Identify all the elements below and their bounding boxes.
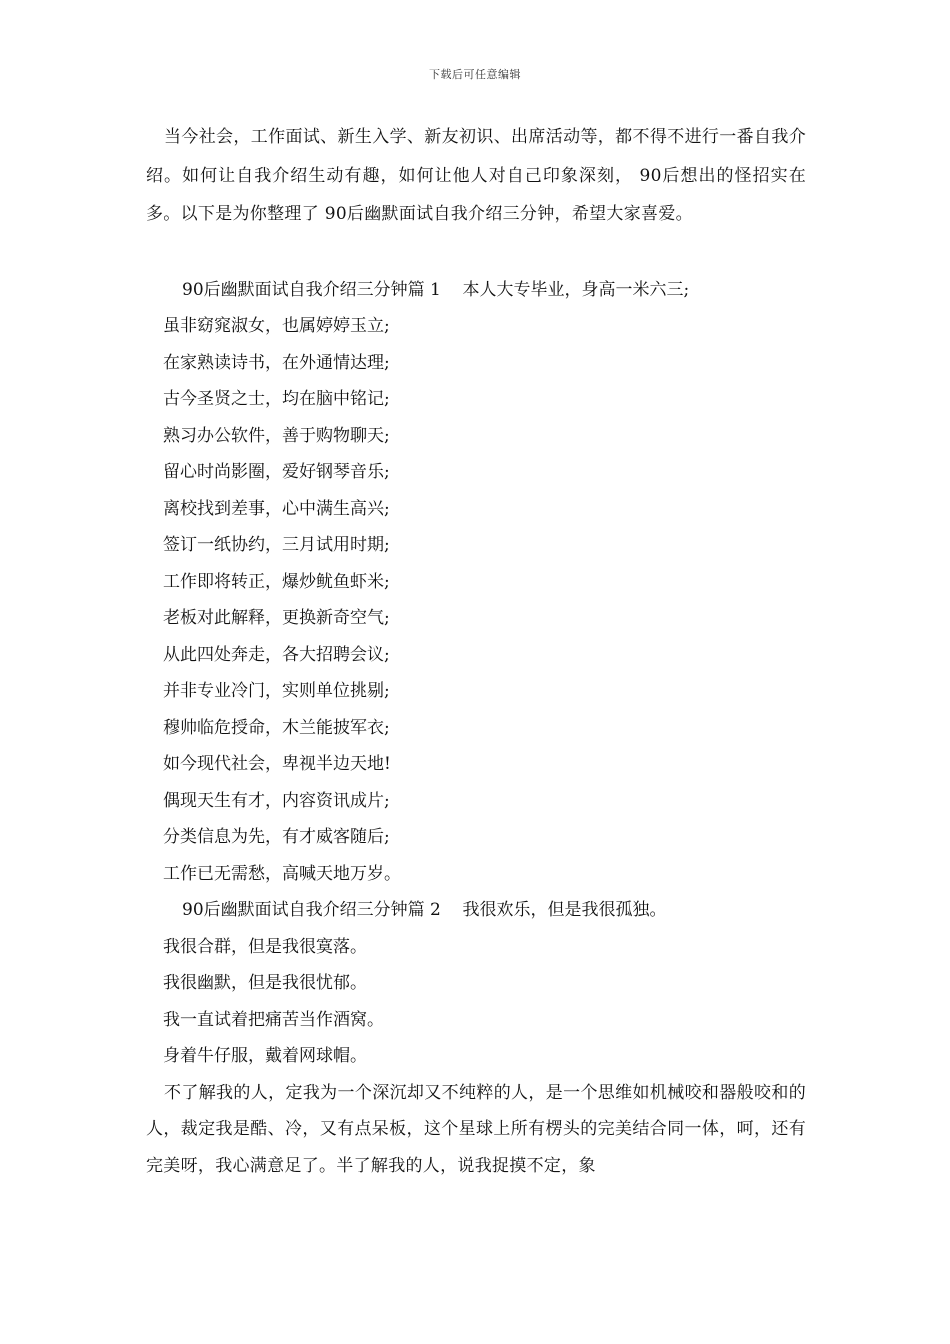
poem-line: 偶现天生有才，内容资讯成片; bbox=[163, 790, 390, 811]
poem-line: 我一直试着把痛苦当作酒窝。 bbox=[163, 1009, 384, 1030]
section-2-title: 90后幽默面试自我介绍三分钟篇 2 我很欢乐，但是我很孤独。 bbox=[182, 900, 667, 920]
paragraph-spacer bbox=[146, 234, 806, 272]
document-body bbox=[146, 118, 806, 1184]
poem-line: 在家熟读诗书，在外通情达理; bbox=[163, 352, 390, 373]
section-1-poem bbox=[146, 308, 806, 892]
poem-line: 我很幽默，但是我很忧郁。 bbox=[163, 973, 367, 993]
poem-line: 老板对此解释，更换新奇空气; bbox=[163, 608, 390, 628]
poem-line: 签订一纸协约，三月试用时期; bbox=[163, 535, 390, 555]
poem-line: 我很合群，但是我很寞落。 bbox=[163, 936, 367, 957]
poem-line: 从此四处奔走，各大招聘会议; bbox=[163, 644, 390, 665]
poem-line: 并非专业冷门，实则单位挑剔; bbox=[163, 681, 390, 701]
poem-line: 身着牛仔服，戴着网球帽。 bbox=[163, 1046, 367, 1066]
poem-line: 熟习办公软件，善于购物聊天; bbox=[163, 425, 390, 446]
poem-line: 如今现代社会，卑视半边天地! bbox=[163, 754, 391, 774]
poem-line: 工作即将转正，爆炒鱿鱼虾米; bbox=[163, 571, 390, 592]
poem-line: 离校找到差事，心中满生高兴; bbox=[163, 498, 390, 519]
poem-line: 虽非窈窕淑女，也属婷婷玉立; bbox=[163, 316, 390, 336]
poem-line: 留心时尚影圈，爱好钢琴音乐; bbox=[163, 462, 390, 482]
poem-line: 工作已无需愁，高喊天地万岁。 bbox=[163, 863, 401, 884]
intro-paragraph: 当今社会，工作面试、新生入学、新友初识、出席活动等，都不得不进行一番自我介绍。如何让自我介绍生动有趣，如何让他人对自己印象深刻， 90后想出的怪招实在多。以下是为你整理了 90后幽默面试自我介绍三分钟，希望大家喜爱。 bbox=[146, 127, 806, 224]
section-1-title: 90后幽默面试自我介绍三分钟篇 1 本人大专毕业，身高一米六三; bbox=[182, 279, 690, 300]
poem-line: 分类信息为先，有才威客随后; bbox=[163, 827, 390, 847]
poem-line: 古今圣贤之士，均在脑中铭记; bbox=[163, 389, 390, 409]
poem-line: 穆帅临危授命，木兰能披军衣; bbox=[163, 717, 390, 738]
page-header: 下载后可任意编辑 bbox=[429, 68, 521, 81]
section-2-poem bbox=[146, 929, 806, 1075]
section-2-paragraph: 不了解我的人，定我为一个深沉却又不纯粹的人，是一个思维如机械咬和器般咬和的人，裁定我是酷、冷，又有点呆板，这个星球上所有楞头的完美结合同一体，呵，还有完美呀，我心满意足了。半了解我的人，说我捉摸不定，象 bbox=[146, 1082, 806, 1176]
